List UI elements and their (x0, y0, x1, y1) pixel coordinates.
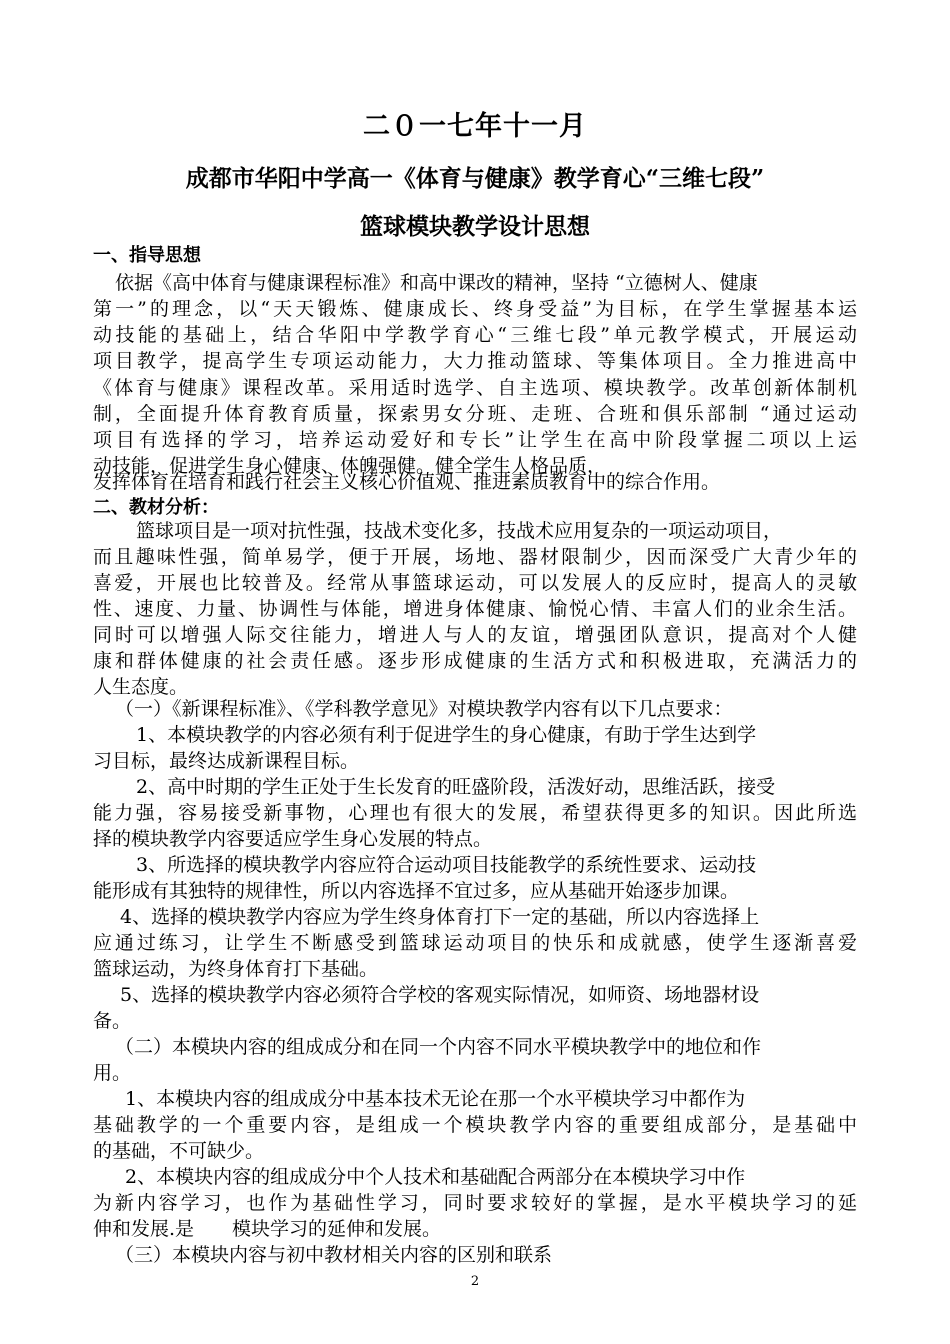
section1-line: 发挥体育在培育和践行社会主义核心价值观、推进素质教育中的综合作用。 (93, 471, 721, 493)
section2-heading: 二、教材分析： (93, 497, 219, 518)
section2-line: （一）《新课程标准》、《学科教学意见》对模块教学内容有以下几点要求： (115, 698, 733, 720)
section2-line: 1、本模块教学的内容必须有利于促进学生的身心健康，有助于学生达到学 (136, 724, 757, 746)
page-number: 2 (470, 1274, 480, 1289)
section2-line: 人生态度。 (93, 676, 189, 698)
section2-line: 1、本模块内容的组成成分中基本技术无论在那一个水平模块学习中都作为 (125, 1088, 746, 1110)
section1-line: 项目教学，提高学生专项运动能力，大力推动篮球、等集体项目。全力推进高中 (93, 350, 857, 372)
section2-line: （三）本模块内容与初中教材相关内容的区别和联系 (115, 1244, 553, 1266)
section2-line: 能力强，容易接受新事物，心理也有很大的发展，希望获得更多的知识。因此所选 (93, 802, 857, 824)
section2-line: 性、速度、力量、协调性与体能，增进身体健康、愉悦心情、丰富人们的业余生活。 (93, 598, 857, 620)
section2-line: 习目标，最终达成新课程目标。 (93, 750, 360, 772)
section2-line: 能形成有其独特的规律性，所以内容选择不宜过多，应从基础开始逐步加课。 (93, 880, 740, 902)
section2-line: 康和群体健康的社会责任感。逐步形成健康的生活方式和积极进取，充满活力的 (93, 650, 857, 672)
section2-line: 4、选择的模块教学内容应为学生终身体育打下一定的基础，所以内容选择上 (120, 906, 760, 928)
section2-line: 为新内容学习，也作为基础性学习，同时要求较好的掌握，是水平模块学习的延 (93, 1192, 857, 1214)
section1-line: 项目有选择的学习，培养运动爱好和专长”让学生在高中阶段掌握二项以上运 (93, 429, 857, 451)
title-main: 成都市华阳中学高一《体育与健康》教学育心“三维七段” (185, 165, 765, 192)
section2-line: 3、所选择的模块教学内容应符合运动项目技能教学的系统性要求、运动技 (136, 854, 757, 876)
section2-line: 应通过练习，让学生不断感受到篮球运动项目的快乐和成就感，使学生逐渐喜爱 (93, 932, 857, 954)
section2-line: 的基础，不可缺少。 (93, 1140, 265, 1162)
title-sub: 篮球模块教学设计思想 (360, 213, 590, 240)
section2-line: 同时可以增强人际交往能力，增进人与人的友谊，增强团队意识，提高对个人健 (93, 624, 857, 646)
section1-line: 动技能，促进学生身心健康、体魄强健。健全学生人格品质， (93, 455, 607, 477)
section1-heading: 一、指导思想 (93, 245, 201, 266)
section1-line: 第一”的理念，以“天天锻炼、健康成长、终身受益”为目标，在学生掌握基本运 (93, 298, 857, 320)
section2-line: 基础教学的一个重要内容，是组成一个模块教学内容的重要组成部分，是基础中 (93, 1114, 857, 1136)
section2-line: 择的模块教学内容要适应学生身心发展的特点。 (93, 828, 493, 850)
section2-line: （二）本模块内容的组成成分和在同一个内容不同水平模块教学中的地位和作 (115, 1036, 762, 1058)
title-date: 二０一七年十一月 (363, 111, 587, 142)
section1-line: 《体育与健康》课程改革。采用适时选学、自主选项、模块教学。改革创新体制机 (93, 377, 857, 399)
section1-line: 依据《高中体育与健康课程标准》和高中课改的精神，坚持 “立德树人、健康 (115, 272, 758, 294)
section1-line: 制，全面提升体育教育质量，探索男女分班、走班、合班和俱乐部制 “通过运动 (93, 403, 857, 425)
section2-line: 篮球项目是一项对抗性强，技战术变化多，技战术应用复杂的一项运动项目， (136, 520, 783, 542)
section2-line: 篮球运动，为终身体育打下基础。 (93, 958, 379, 980)
section2-line: 伸和发展.是 模块学习的延伸和发展。 (93, 1218, 442, 1240)
section2-line: 5、选择的模块教学内容必须符合学校的客观实际情况，如师资、场地器材设 (120, 984, 760, 1006)
section2-line: 备。 (93, 1010, 132, 1032)
section2-line: 2、本模块内容的组成成分中个人技术和基础配合两部分在本模块学习中作 (125, 1166, 746, 1188)
section1-line: 动技能的基础上，结合华阳中学教学育心“三维七段”单元教学模式，开展运动 (93, 324, 857, 346)
section2-line: 2、高中时期的学生正处于生长发育的旺盛阶段，活泼好动，思维活跃，接受 (136, 776, 776, 798)
section2-line: 用。 (93, 1062, 132, 1084)
section2-line: 喜爱，开展也比较普及。经常从事篮球运动，可以发展人的反应时，提高人的灵敏 (93, 572, 857, 594)
section2-line: 而且趣味性强，简单易学，便于开展，场地、器材限制少，因而深受广大青少年的 (93, 546, 857, 568)
